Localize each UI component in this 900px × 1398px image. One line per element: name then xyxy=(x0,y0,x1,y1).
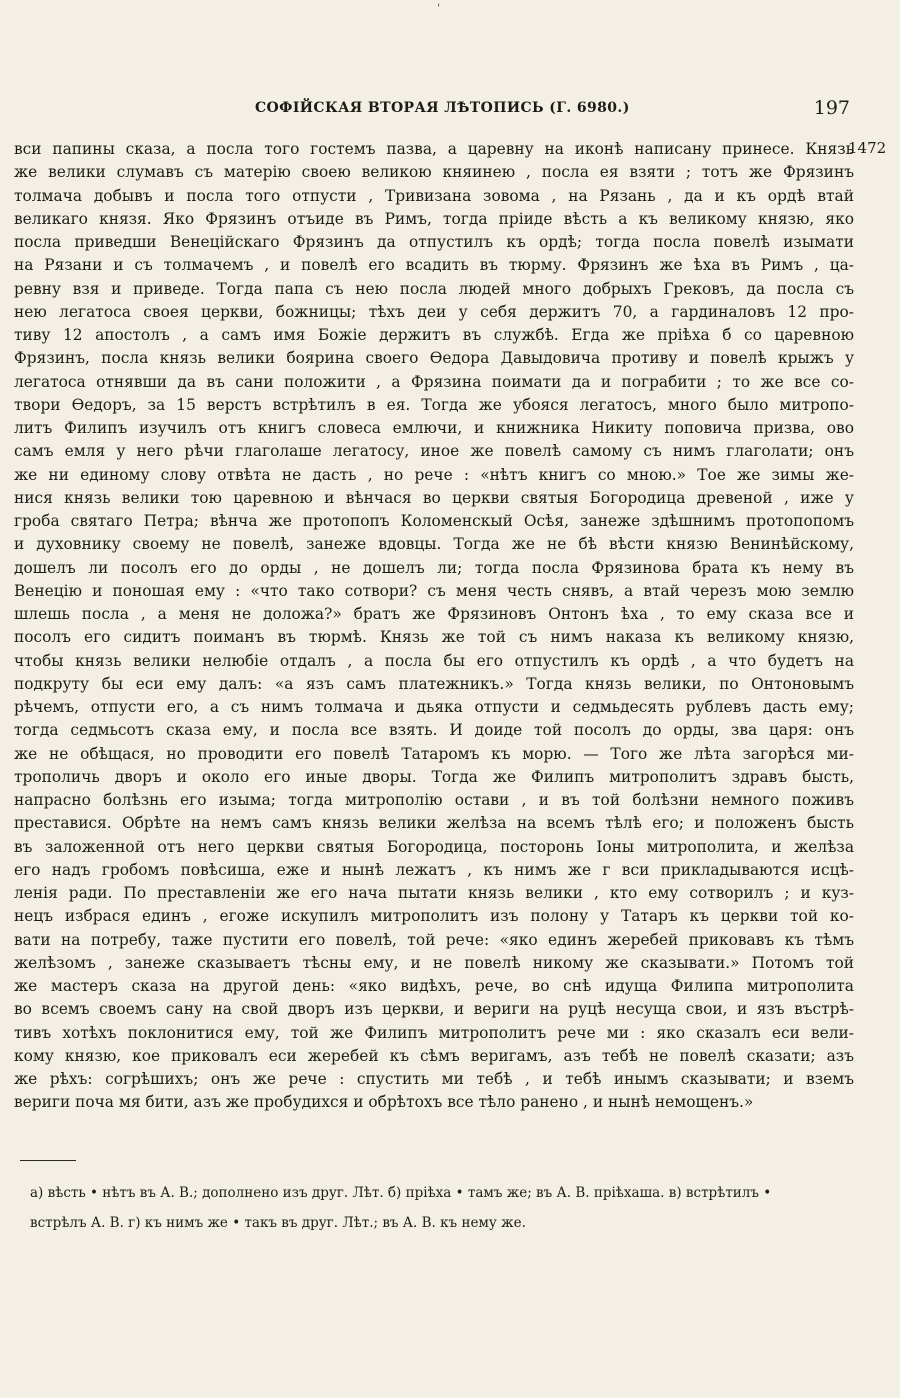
text-line: гроба святаго Петра; вѣнча же протопопъ Коломенскый Осѣя, занеже здѣшнимъ протопопомъ xyxy=(14,512,854,530)
text-line: и духовнику своему не повелѣ, занеже вдовцы. Тогда же не бѣ вѣсти князю Венинѣйскому, xyxy=(14,535,854,554)
body-text xyxy=(14,138,854,1115)
text-line: великаго князя. Яко Фрязинъ отъиде въ Римъ, тогда пріиде вѣсть а къ великому князю, яко xyxy=(14,209,854,228)
footnotes xyxy=(30,1178,850,1238)
text-line: вси папины сказа, а посла того гостемъ пазва, а царевну на иконѣ написану принесе. Князь xyxy=(14,140,854,158)
text-line: въ заложенной отъ него церкви святыя Богородица, посторонь Іоны митрополита, и желѣза xyxy=(14,837,854,856)
running-header xyxy=(255,97,850,126)
text-line: посолъ его сидитъ поиманъ въ тюрмѣ. Князь же той съ нимъ наказа къ великому князю, xyxy=(14,628,854,647)
text-line: тиву 12 апостолъ , а самъ имя Божіе держитъ въ службѣ. Егда же пріѣха б со царевною xyxy=(14,326,854,344)
running-title: СОФІЙСКАЯ ВТОРАЯ ЛѢТОПИСЬ (Г. 6980.) xyxy=(255,100,630,116)
text-line: нею легатоса своея церкви, божницы; тѣхъ деи у себя держитъ 70, а гардиналовъ 12 про- xyxy=(14,302,854,321)
text-line: во всемъ своемъ сану на свой дворъ изъ церкви, и вериги на руцѣ несуща свои, и язъ въстрѣ- xyxy=(14,1000,854,1019)
text-line: легатоса отнявши да въ сани положити , а Фрязина поимати да и пограбити ; то же все со- xyxy=(14,372,854,391)
text-line: Венецію и поношая ему : «что тако сотвори? съ меня честь снявъ, а втай черезъ мою землю xyxy=(14,581,854,600)
text-line: же рѣхъ: согрѣшихъ; онъ же рече : спустить ми тебѣ , и тебѣ инымъ сказывати; и вземъ xyxy=(14,1070,854,1088)
text-line: трополичь дворъ и около его иные дворы. Тогда же Филипъ митрополитъ здравъ бысть, xyxy=(14,767,854,786)
text-line: подкруту бы еси ему далъ: «а язъ самъ платежникъ.» Тогда князь велики, по Онтоновымъ xyxy=(14,674,854,693)
text-line: преставися. Обрѣте на немъ самъ князь велики желѣза на всемъ тѣлѣ его; и положенъ бысть xyxy=(14,814,854,833)
text-line: напрасно болѣзнь его изыма; тогда митрополію остави , и въ той болѣзни немного поживъ xyxy=(14,791,854,809)
text-line: на Рязани и съ толмачемъ , и повелѣ его всадить въ тюрму. Фрязинъ же ѣха въ Римъ , ца- xyxy=(14,256,854,275)
text-line: кому князю, кое приковалъ еси жеребей къ сѣмъ веригамъ, азъ тебѣ не повелѣ сказати; азъ xyxy=(14,1046,854,1065)
text-line: посла приведши Венеційскаго Фрязинъ да отпустилъ къ ордѣ; тогда посла повелѣ изымати xyxy=(14,233,854,251)
text-line: литъ Филипъ изучилъ отъ книгъ словеса емлючи, и книжника Никиту поповича призва, ово xyxy=(14,419,854,437)
footnote-separator xyxy=(20,1160,76,1161)
text-line: толмача добывъ и посла того отпусти , Тривизана зовома , на Рязань , да и къ ордѣ втай xyxy=(14,186,854,205)
text-line: желѣзомъ , занеже сказываетъ тѣсны ему, и не повелѣ никому же сказывати.» Потомъ той xyxy=(14,953,854,972)
text-line: Фрязинъ, посла князь велики боярина своего Ѳедора Давыдовича противу и повелѣ крыжъ у xyxy=(14,349,854,368)
text-line: шлешь посла , а меня не доложа?» братъ же Фрязиновъ Онтонъ ѣха , то ему сказа все и xyxy=(14,605,854,623)
text-line: же мастеръ сказа на другой день: «яко видѣхъ, рече, во снѣ идуща Филипа митрополита xyxy=(14,977,854,995)
margin-year: 1472 xyxy=(848,139,887,157)
text-line: нецъ избрася единъ , егоже искупилъ митрополитъ изъ полону у Татаръ къ церкви той ко- xyxy=(14,907,854,926)
text-line: его надъ гробомъ повѣсиша, еже и нынѣ лежатъ , къ нимъ же г вси прикладываются исцѣ- xyxy=(14,860,854,879)
page-number: 197 xyxy=(813,97,850,119)
text-line: же велики слумавъ съ матерію своею великою княинею , посла ея взяти ; тотъ же Фрязинъ xyxy=(14,163,854,182)
text-line: дошелъ ли посолъ его до орды , не дошелъ ли; тогда посла Фрязинова брата къ нему въ xyxy=(14,558,854,577)
top-mark: ˈ xyxy=(437,2,441,16)
text-line: самъ емля у него рѣчи глаголаше легатосу, иное же повелѣ самому съ нимъ глаголати; онъ xyxy=(14,442,854,461)
text-line: нися князь велики тою царевною и вѣнчася во церкви святыя Богородица древеной , иже у xyxy=(14,488,854,507)
text-line: ревну взя и приведе. Тогда папа съ нею посла людей много добрыхъ Грековъ, да посла съ xyxy=(14,279,854,298)
text-line: твори Ѳедоръ, за 15 верстъ встрѣтилъ в ея. Тогда же убояся легатосъ, много было митропо- xyxy=(14,395,854,414)
text-line: чтобы князь велики нелюбіе отдалъ , а посла бы его отпустилъ къ ордѣ , а что будетъ на xyxy=(14,651,854,670)
text-line: вати на потребу, таже пустити его повелѣ, той рече: «яко единъ жеребей приковавъ къ тѣмъ xyxy=(14,930,854,949)
text-line: же не обѣщася, но проводити его повелѣ Татаромъ къ морю. — Того же лѣта загорѣся ми- xyxy=(14,744,854,763)
text-line: же ни единому слову отвѣта не дасть , но рече : «нѣтъ книгъ со мною.» Тое же зимы же- xyxy=(14,465,854,484)
text-line: рѣчемъ, отпусти его, а съ нимъ толмача и дьяка отпусти и седмьдесять рублевъ дасть ему; xyxy=(14,698,854,716)
text-line: ленія ради. По преставленіи же его нача пытати князь велики , кто ему сотворилъ ; и куз- xyxy=(14,884,854,902)
text-line: тогда седмьсотъ сказа ему, и посла все взять. И доиде той посолъ до орды, зва царя: онъ xyxy=(14,721,854,740)
text-line: вериги поча мя бити, азъ же пробудихся и обрѣтохъ все тѣло ранено , и нынѣ немощенъ.» xyxy=(14,1093,754,1112)
footnote-line: встрѣлъ А. В. г) къ нимъ же • такъ въ друг. Лѣт.; въ А. В. къ нему же. xyxy=(30,1215,526,1231)
footnote-line: а) вѣсть • нѣтъ въ А. В.; дополнено изъ друг. Лѣт. б) пріѣха • тамъ же; въ А. В. пріѣхаша. в) встрѣтилъ • xyxy=(30,1185,772,1201)
text-line: тивъ хотѣхъ поклонитися ему, той же Филипъ митрополитъ рече ми : яко сказалъ еси вели- xyxy=(14,1023,854,1042)
